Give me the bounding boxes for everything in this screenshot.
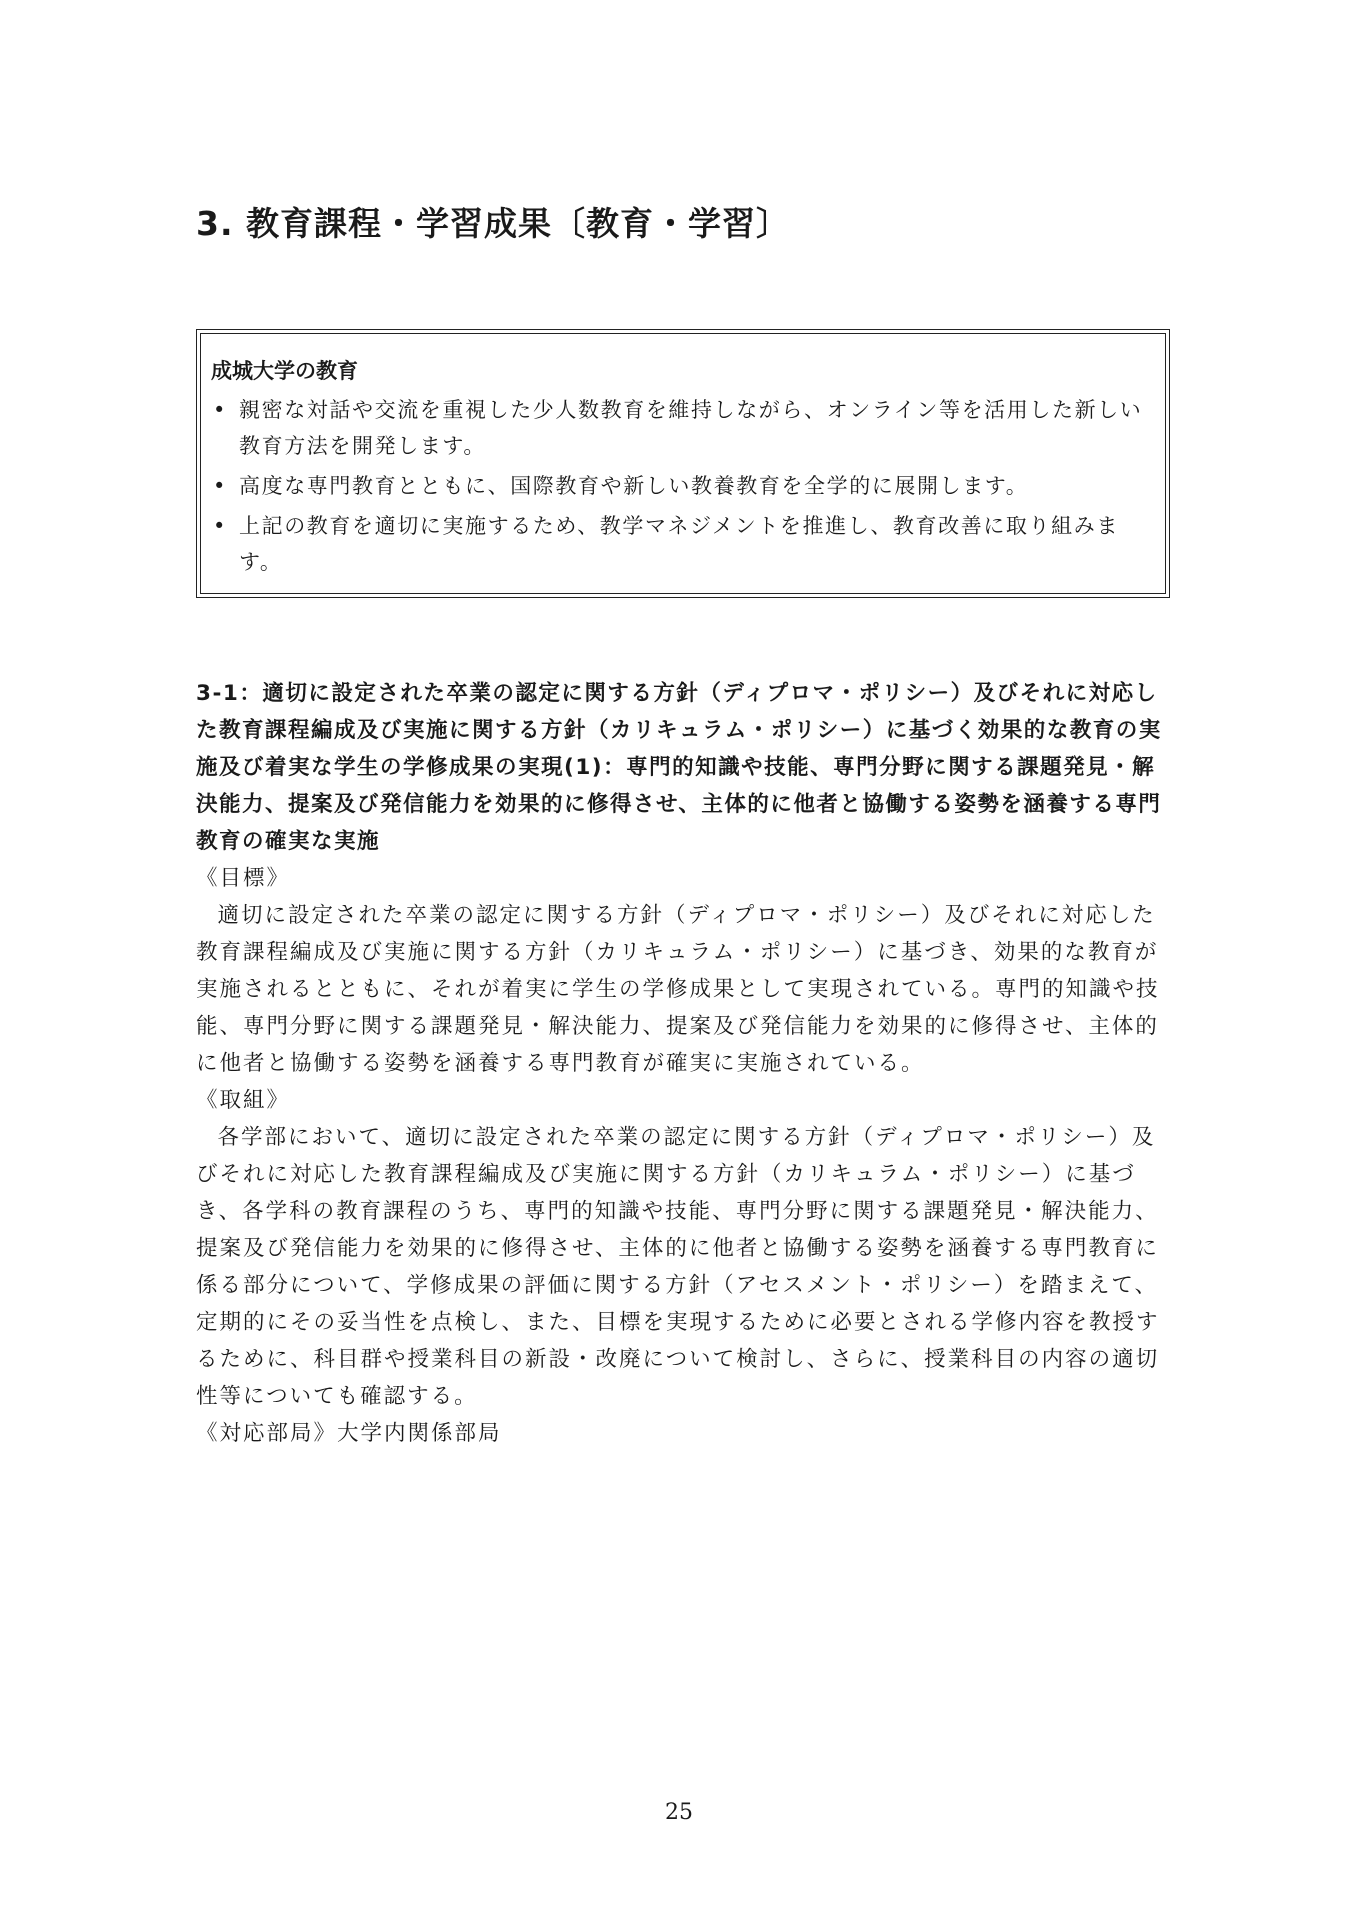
department-label: 《対応部局》 bbox=[196, 1421, 338, 1446]
section-title: 3. 教育課程・学習成果〔教育・学習〕 bbox=[196, 204, 790, 243]
action-label: 《取組》 bbox=[196, 1088, 291, 1113]
objective-heading: 3-1：適切に設定された卒業の認定に関する方針（ディプロマ・ポリシー）及びそれに対応した教育課程編成及び実施に関する方針（カリキュラム・ポリシー）に基づく効果的な教育の実施及び着実な学生の学修成果の実現(1)：専門的知識や技能、専門分野に関する課題発見・解決能力、提案及び発信能力を効果的に修得させ、主体的に他者と協働する姿勢を涵養する専門教育の確実な実施 bbox=[196, 681, 1162, 854]
policy-box-content bbox=[211, 354, 1149, 584]
department-line bbox=[196, 1415, 1170, 1452]
policy-list bbox=[211, 392, 1149, 580]
policy-item-text: 親密な対話や交流を重視した少人数教育を維持しながら、オンライン等を活用した新しい教育方法を開発します。 bbox=[239, 398, 1143, 458]
policy-item bbox=[211, 468, 1149, 504]
objective-body bbox=[196, 860, 1170, 1452]
department-value: 大学内関係部局 bbox=[337, 1421, 502, 1446]
policy-box bbox=[196, 329, 1170, 598]
policy-item bbox=[211, 392, 1149, 464]
policy-heading: 成城大学の教育 bbox=[211, 359, 358, 383]
bullet-icon: • bbox=[213, 514, 227, 538]
page-number: 25 bbox=[665, 1800, 693, 1825]
policy-item-text: 上記の教育を適切に実施するため、教学マネジメントを推進し、教育改善に取り組みます。 bbox=[239, 514, 1119, 574]
policy-item bbox=[211, 508, 1149, 580]
action-text: 各学部において、適切に設定された卒業の認定に関する方針（ディプロマ・ポリシー）及びそれに対応した教育課程編成及び実施に関する方針（カリキュラム・ポリシー）に基づき、各学科の教育課程のうち、専門的知識や技能、専門分野に関する課題発見・解決能力、提案及び発信能力を効果的に修得させ、主体的に他者と協働する姿勢を涵養する専門教育に係る部分について、学修成果の評価に関する方針（アセスメント・ポリシー）を踏まえて、定期的にその妥当性を点検し、また、目標を実現するために必要とされる学修内容を教授するために、科目群や授業科目の新設・改廃について検討し、さらに、授業科目の内容の適切性等についても確認する。 bbox=[196, 1125, 1160, 1409]
policy-item-text: 高度な専門教育とともに、国際教育や新しい教養教育を全学的に展開します。 bbox=[239, 474, 1029, 498]
bullet-icon: • bbox=[213, 474, 227, 498]
goal-label: 《目標》 bbox=[196, 866, 291, 891]
goal-text: 適切に設定された卒業の認定に関する方針（ディプロマ・ポリシー）及びそれに対応した教育課程編成及び実施に関する方針（カリキュラム・ポリシー）に基づき、効果的な教育が実施されるとともに、それが着実に学生の学修成果として実現されている。専門的知識や技能、専門分野に関する課題発見・解決能力、提案及び発信能力を効果的に修得させ、主体的に他者と協働する姿勢を涵養する専門教育が確実に実施されている。 bbox=[196, 903, 1160, 1076]
bullet-icon: • bbox=[213, 398, 227, 422]
